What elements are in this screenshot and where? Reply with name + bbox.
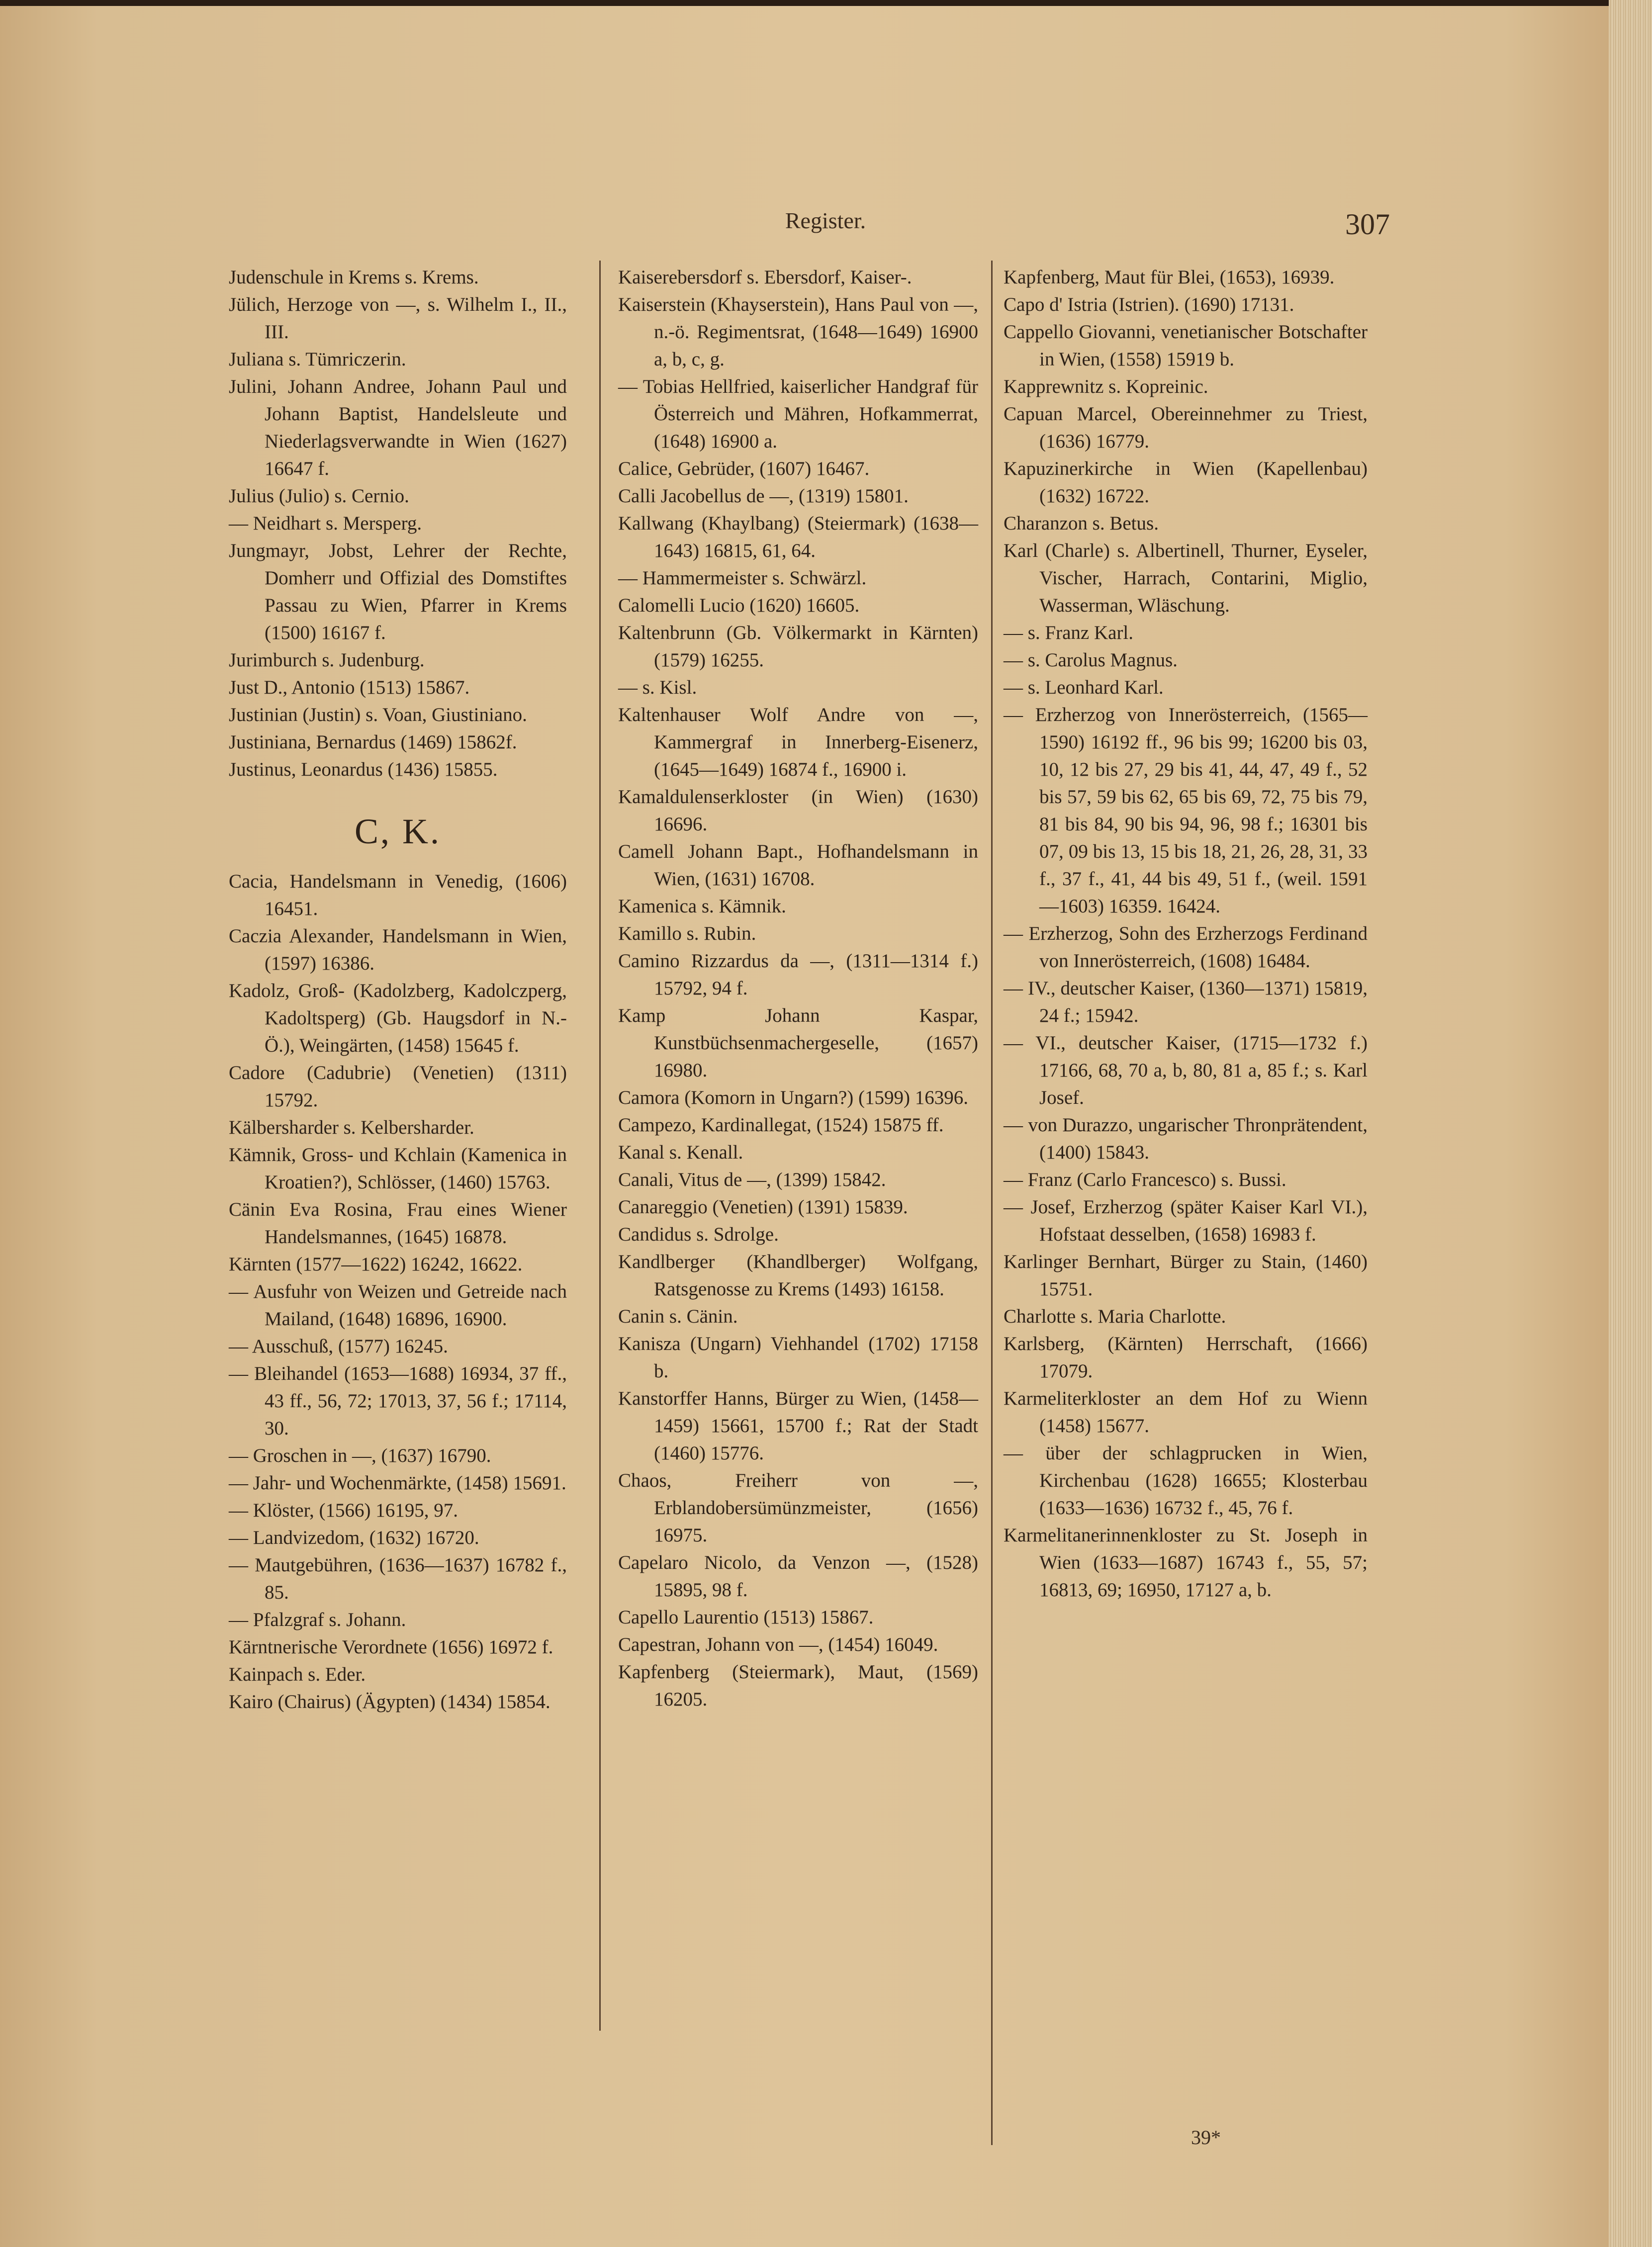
index-entry: — s. Kisl. xyxy=(618,677,697,698)
index-entry: Kälbersharder s. Kelbersharder. xyxy=(229,1117,474,1138)
index-entry: Capuan Marcel, Obereinnehmer zu Triest, (1636) 16779. xyxy=(1004,403,1368,452)
index-entry: Kanisza (Ungarn) Viehhandel (1702) 17158 b. xyxy=(618,1333,978,1382)
index-entry: Camell Johann Bapt., Hofhandelsmann in Wien, (1631) 16708. xyxy=(618,841,978,890)
index-entry: — Ausschuß, (1577) 16245. xyxy=(229,1336,448,1357)
index-column-2 xyxy=(618,264,978,1713)
index-entry: Canareggio (Venetien) (1391) 15839. xyxy=(618,1196,908,1218)
column-divider-1 xyxy=(599,261,601,2031)
index-entry: Kadolz, Groß- (Kadolzberg, Kadolczperg, Kadoltsperg) (Gb. Haugsdorf in N.-Ö.), Weingärten, (1458) 15645 f. xyxy=(229,980,567,1056)
index-entry: — Josef, Erzherzog (später Kaiser Karl VI.), Hofstaat desselben, (1658) 16983 f. xyxy=(1004,1196,1368,1245)
index-entry: — Bleihandel (1653—1688) 16934, 37 ff., 43 ff., 56, 72; 17013, 37, 56 f.; 17114, 30. xyxy=(229,1363,567,1439)
index-entry: — Mautgebühren, (1636—1637) 16782 f., 85. xyxy=(229,1554,567,1603)
index-entry: — Klöster, (1566) 16195, 97. xyxy=(229,1500,458,1521)
index-entry: Kamillo s. Rubin. xyxy=(618,923,756,944)
index-entry: Kamp Johann Kaspar, Kunstbüchsenmachergeselle, (1657) 16980. xyxy=(618,1005,978,1081)
index-entry: — Landvizedom, (1632) 16720. xyxy=(229,1527,479,1548)
index-entry: Justinian (Justin) s. Voan, Giustiniano. xyxy=(229,704,527,725)
running-title: Register. xyxy=(785,208,866,233)
index-entry: Kanal s. Kenall. xyxy=(618,1142,743,1163)
book-page xyxy=(0,6,1636,2247)
index-entry: Julius (Julio) s. Cernio. xyxy=(229,485,409,507)
page-edges xyxy=(1609,0,1652,2247)
index-entry: — Erzherzog, Sohn des Erzherzogs Ferdinand von Innerösterreich, (1608) 16484. xyxy=(1004,923,1368,972)
index-entry: Julini, Johann Andree, Johann Paul und Johann Baptist, Handelsleute und Niederlagsverwandte in Wien (1627) 16647 f. xyxy=(229,376,567,479)
index-entry: Capello Laurentio (1513) 15867. xyxy=(618,1607,874,1628)
index-entry: Kamaldulenserkloster (in Wien) (1630) 16696. xyxy=(618,786,978,835)
index-entry: Chaos, Freiherr von —, Erblandobersümünzmeister, (1656) 16975. xyxy=(618,1470,978,1546)
index-entry: Jurimburch s. Judenburg. xyxy=(229,649,425,671)
index-entry: Juliana s. Tümriczerin. xyxy=(229,349,406,370)
index-entry: Kamenica s. Kämnik. xyxy=(618,896,786,917)
index-entry: Kärnten (1577—1622) 16242, 16622. xyxy=(229,1254,523,1275)
index-entry: Just D., Antonio (1513) 15867. xyxy=(229,677,470,698)
index-entry: — über der schlagprucken in Wien, Kirchenbau (1628) 16655; Klosterbau (1633—1636) 16732 f., 45, 76 f. xyxy=(1004,1442,1368,1519)
index-entry: Kapfenberg (Steiermark), Maut, (1569) 16205. xyxy=(618,1661,978,1710)
index-entry: — Jahr- und Wochenmärkte, (1458) 15691. xyxy=(229,1472,566,1494)
index-entry: — Neidhart s. Mersperg. xyxy=(229,513,422,534)
index-entry: — Pfalzgraf s. Johann. xyxy=(229,1609,406,1630)
index-entry: — Tobias Hellfried, kaiserlicher Handgraf für Österreich und Mähren, Hofkammerrat, (1648) 16900 a. xyxy=(618,376,978,452)
index-entry: Jülich, Herzoge von —, s. Wilhelm I., II., III. xyxy=(229,294,567,343)
index-entry: Kärntnerische Verordnete (1656) 16972 f. xyxy=(229,1636,553,1658)
index-entry: Justiniana, Bernardus (1469) 15862f. xyxy=(229,731,517,753)
index-entry: Calomelli Lucio (1620) 16605. xyxy=(618,595,860,616)
index-entry: Cänin Eva Rosina, Frau eines Wiener Handelsmannes, (1645) 16878. xyxy=(229,1199,567,1248)
index-entry: Capo d' Istria (Istrien). (1690) 17131. xyxy=(1004,294,1294,315)
index-entry: — Erzherzog von Innerösterreich, (1565—1590) 16192 ff., 96 bis 99; 16200 bis 03, 10, 12 bis 27, 29 bis 41, 44, 47, 49 f., 52 bis 57, 59 bis 62, 65 bis 69, 72, 75 bis 79, 81 bis 84, 90 bis 94, 96, 98 f.; 16301 bis 07, 09 bis 13, 15 bis 18, 21, 26, 28, 31, 33 f., 37 f., 41, 44 bis 49, 51 f., (weil. 1591—1603) 16359. 16424. xyxy=(1004,704,1368,917)
index-entry: Kaiserstein (Khayserstein), Hans Paul von —, n.-ö. Regimentsrat, (1648—1649) 16900 a, b, c, g. xyxy=(618,294,978,370)
section-heading: C, K. xyxy=(354,811,442,851)
index-entry: Karl (Charle) s. Albertinell, Thurner, Eyseler, Vischer, Harrach, Contarini, Miglio, Wasserman, Wläschung. xyxy=(1004,540,1368,616)
index-entry: — Franz (Carlo Francesco) s. Bussi. xyxy=(1004,1169,1286,1190)
index-entry: Kainpach s. Eder. xyxy=(229,1664,366,1685)
index-entry: — s. Franz Karl. xyxy=(1004,622,1134,643)
index-entry: — Ausfuhr von Weizen und Getreide nach Mailand, (1648) 16896, 16900. xyxy=(229,1281,567,1330)
index-entry: — Groschen in —, (1637) 16790. xyxy=(229,1445,491,1466)
index-entry: Caczia Alexander, Handelsmann in Wien, (1597) 16386. xyxy=(229,925,567,974)
index-entry: Calice, Gebrüder, (1607) 16467. xyxy=(618,458,870,479)
index-entry: Kapuzinerkirche in Wien (Kapellenbau) (1632) 16722. xyxy=(1004,458,1368,507)
index-entry: Capestran, Johann von —, (1454) 16049. xyxy=(618,1634,938,1655)
index-entry: Campezo, Kardinallegat, (1524) 15875 ff. xyxy=(618,1114,944,1136)
index-entry: Kaiserebersdorf s. Ebersdorf, Kaiser-. xyxy=(618,267,912,288)
index-entry: Kaltenbrunn (Gb. Völkermarkt in Kärnten) (1579) 16255. xyxy=(618,622,978,671)
index-entry: Karlinger Bernhart, Bürger zu Stain, (1460) 15751. xyxy=(1004,1251,1368,1300)
index-entry: Kapprewnitz s. Kopreinic. xyxy=(1004,376,1208,397)
index-entry: — IV., deutscher Kaiser, (1360—1371) 15819, 24 f.; 15942. xyxy=(1004,978,1368,1026)
index-entry: Karmeliterkloster an dem Hof zu Wienn (1458) 15677. xyxy=(1004,1388,1368,1437)
index-entry: Charlotte s. Maria Charlotte. xyxy=(1004,1306,1226,1327)
signature-mark: 39* xyxy=(1191,2126,1221,2149)
index-entry: Camora (Komorn in Ungarn?) (1599) 16396. xyxy=(618,1087,968,1108)
index-entry: Karlsberg, (Kärnten) Herrschaft, (1666) 17079. xyxy=(1004,1333,1368,1382)
index-entry: Kallwang (Khaylbang) (Steiermark) (1638—1643) 16815, 61, 64. xyxy=(618,513,978,561)
index-entry: Kämnik, Gross- und Kchlain (Kamenica in Kroatien?), Schlösser, (1460) 15763. xyxy=(229,1144,567,1193)
index-entry: — von Durazzo, ungarischer Thronprätendent, (1400) 15843. xyxy=(1004,1114,1368,1163)
index-entry: Justinus, Leonardus (1436) 15855. xyxy=(229,759,498,780)
index-entry: Jungmayr, Jobst, Lehrer der Rechte, Domherr und Offizial des Domstiftes Passau zu Wien, Pfarrer in Krems (1500) 16167 f. xyxy=(229,540,567,643)
index-entry: Canin s. Cänin. xyxy=(618,1306,738,1327)
index-entry: Cappello Giovanni, venetianischer Botschafter in Wien, (1558) 15919 b. xyxy=(1004,321,1368,370)
page-number: 307 xyxy=(1345,208,1390,241)
index-entry: Candidus s. Sdrolge. xyxy=(618,1224,779,1245)
index-entry: Capelaro Nicolo, da Venzon —, (1528) 15895, 98 f. xyxy=(618,1552,978,1601)
index-column-3 xyxy=(1004,264,1368,1604)
index-entry: — s. Leonhard Karl. xyxy=(1004,677,1164,698)
index-entry: — s. Carolus Magnus. xyxy=(1004,649,1178,671)
index-entry: Charanzon s. Betus. xyxy=(1004,513,1159,534)
index-entry: Calli Jacobellus de —, (1319) 15801. xyxy=(618,485,909,507)
index-entry: Canali, Vitus de —, (1399) 15842. xyxy=(618,1169,886,1190)
index-entry: Kairo (Chairus) (Ägypten) (1434) 15854. xyxy=(229,1691,551,1712)
index-entry: Kandlberger (Khandlberger) Wolfgang, Ratsgenosse zu Krems (1493) 16158. xyxy=(618,1251,978,1300)
index-entry: Cadore (Cadubrie) (Venetien) (1311) 15792. xyxy=(229,1062,567,1111)
index-entry: — VI., deutscher Kaiser, (1715—1732 f.) 17166, 68, 70 a, b, 80, 81 a, 85 f.; s. Karl Josef. xyxy=(1004,1032,1368,1108)
index-column-1 xyxy=(229,264,567,1715)
index-entry: Kanstorffer Hanns, Bürger zu Wien, (1458—1459) 15661, 15700 f.; Rat der Stadt (1460) 15776. xyxy=(618,1388,978,1464)
column-divider-2 xyxy=(991,261,993,2145)
index-entry: Kaltenhauser Wolf Andre von —, Kammergraf in Innerberg-Eisenerz, (1645—1649) 16874 f., 16900 i. xyxy=(618,704,978,780)
index-entry: Karmelitanerinnenkloster zu St. Joseph in Wien (1633—1687) 16743 f., 55, 57; 16813, 69; 16950, 17127 a, b. xyxy=(1004,1525,1368,1601)
index-entry: Kapfenberg, Maut für Blei, (1653), 16939. xyxy=(1004,267,1335,288)
index-entry: Camino Rizzardus da —, (1311—1314 f.) 15792, 94 f. xyxy=(618,950,978,999)
index-entry: — Hammermeister s. Schwärzl. xyxy=(618,567,867,589)
index-entry: Cacia, Handelsmann in Venedig, (1606) 16451. xyxy=(229,871,567,919)
index-entry: Judenschule in Krems s. Krems. xyxy=(229,267,479,288)
